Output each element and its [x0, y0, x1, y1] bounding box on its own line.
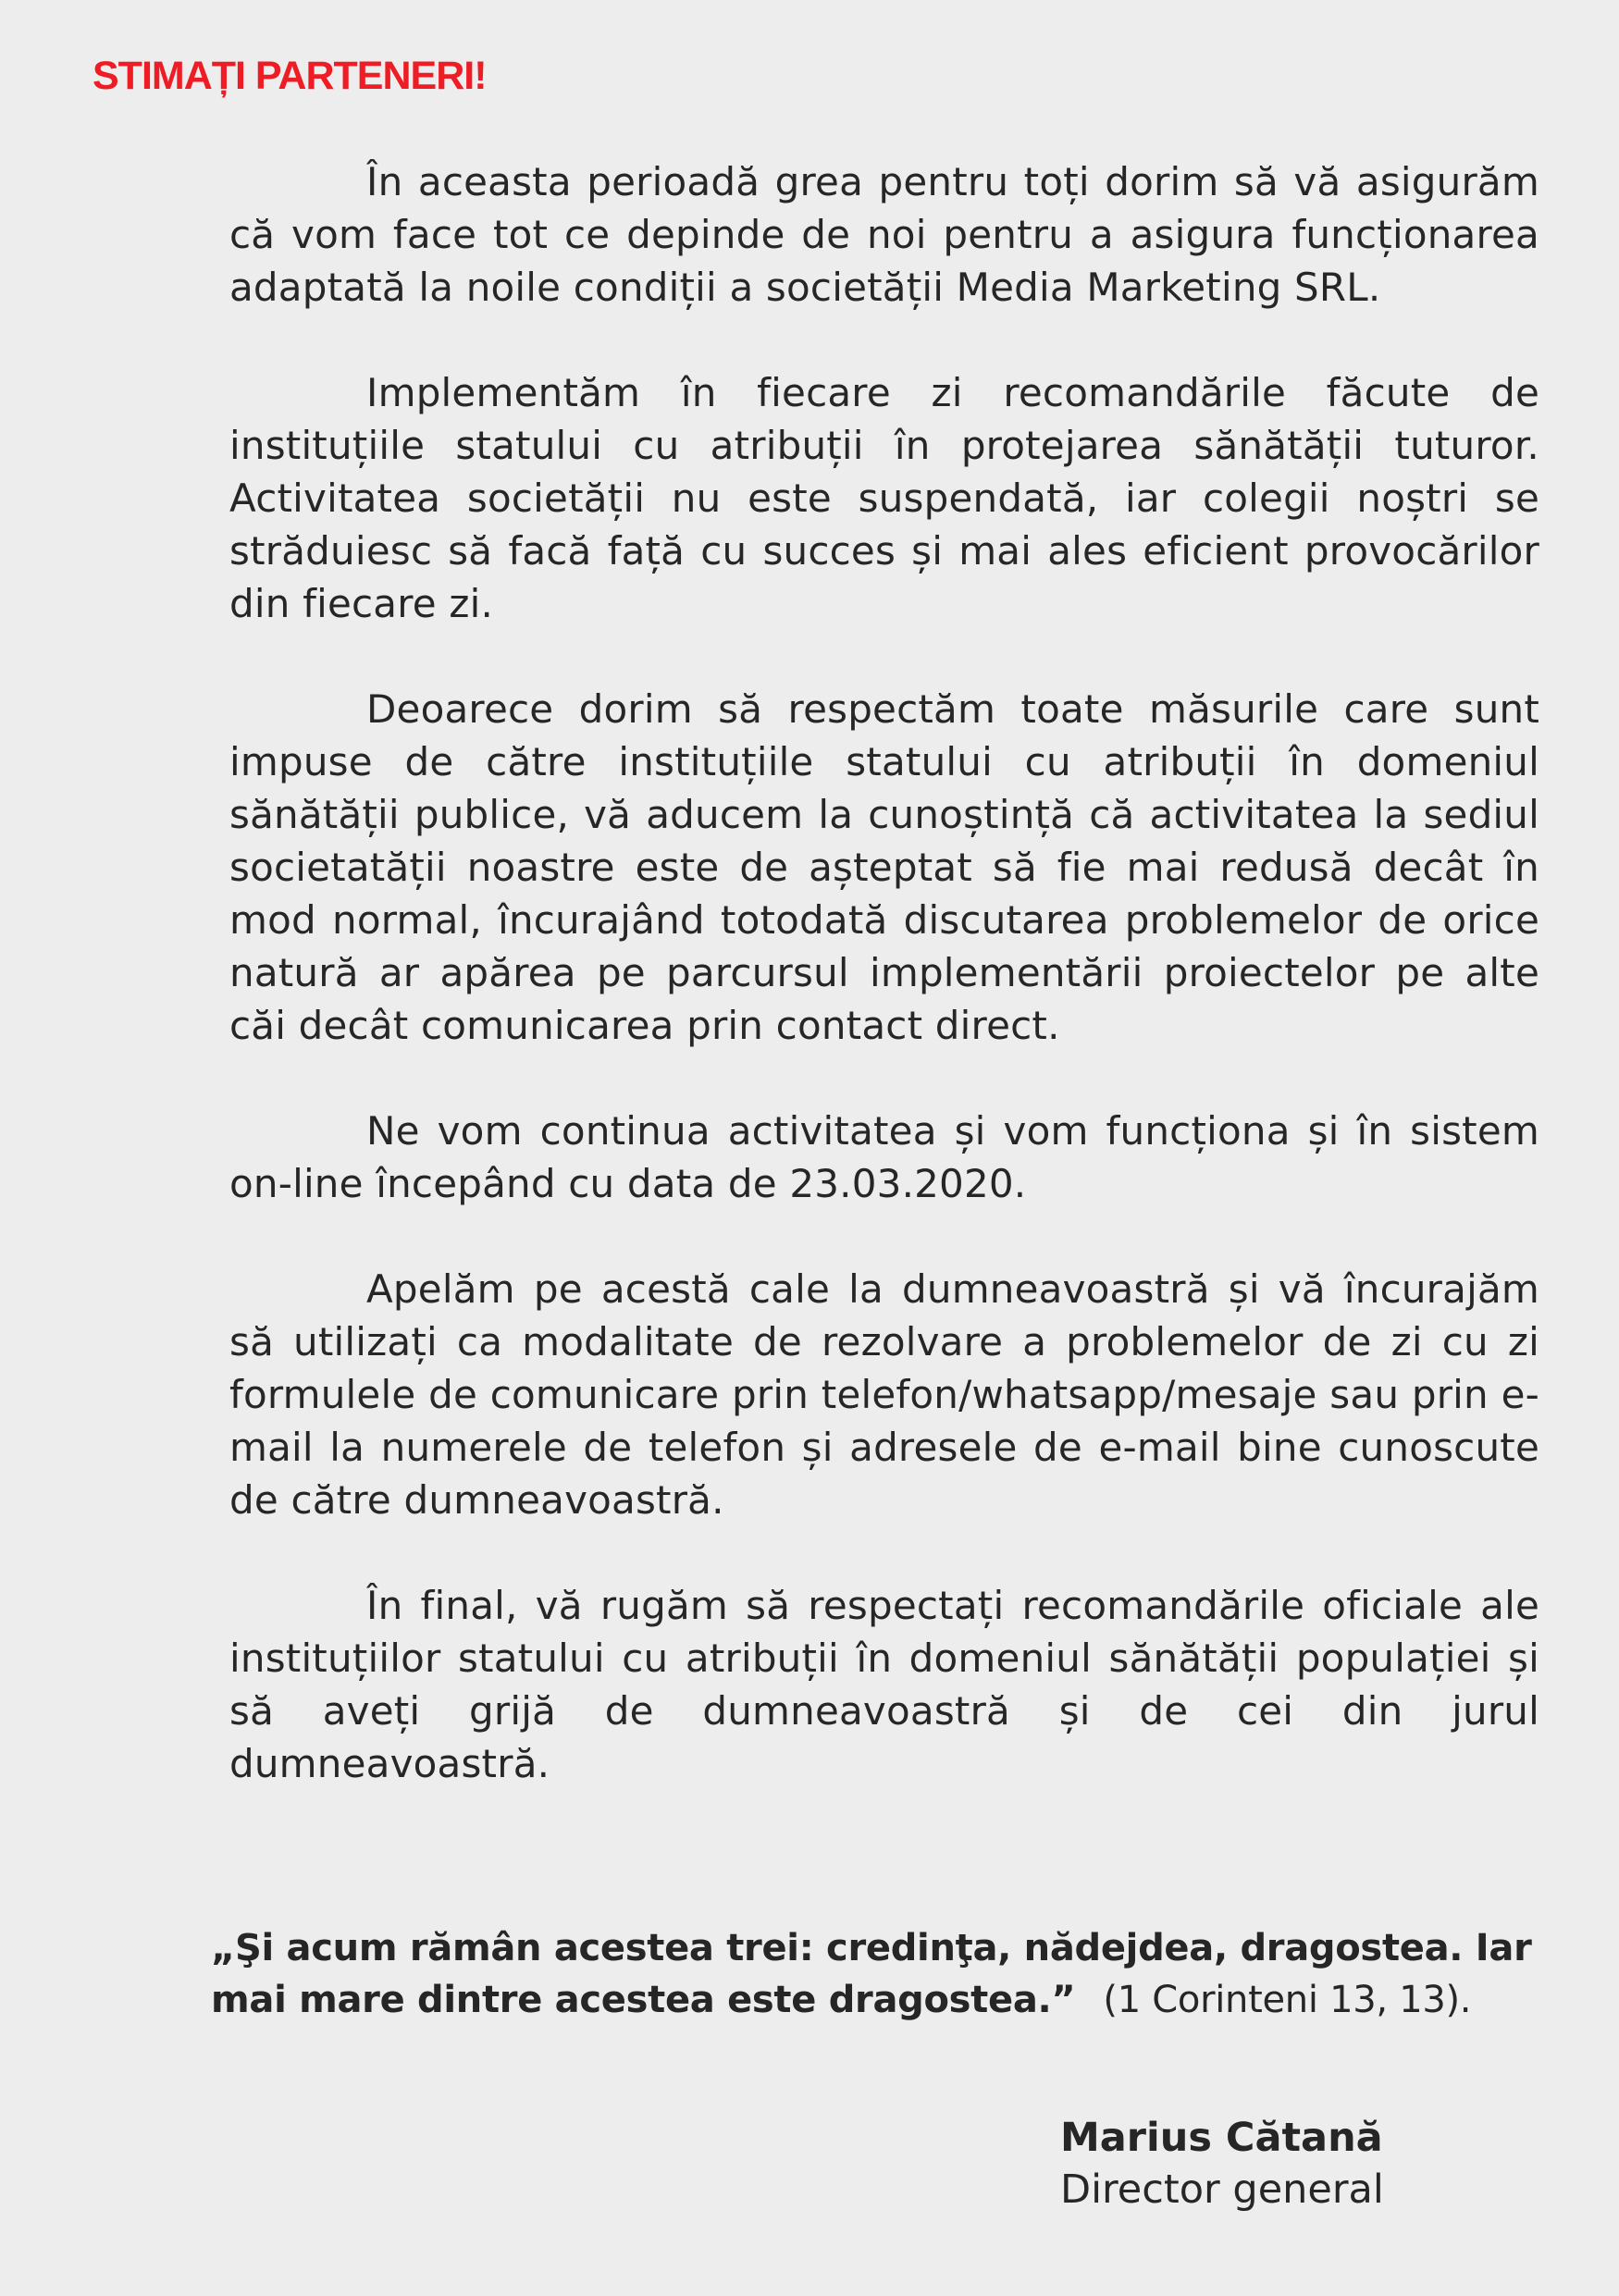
paragraph: Deoarece dorim să respectăm toate măsurile care sunt impuse de către instituțiile statului cu atribuții în domeniul sănătății publice, vă aducem la cunoștință că activitatea la sediul societatății noastre este de așteptat să fie mai redusă decât în mod normal, încurajând totodată discutarea problemelor de orice natură ar apărea pe parcursul implementării proiectelor pe alte căi decât comunicarea prin contact direct. — [229, 686, 1539, 1048]
quote-text: „Şi acum rămân acestea trei: credinţa, nădejdea, dragostea. Iar mai mare dintre acestea este dragostea.” — [211, 1927, 1532, 2021]
paragraph: În aceasta perioadă grea pentru toți dorim să vă asigurăm că vom face tot ce depinde de noi pentru a asigura funcționarea adaptată la noile condiții a societății Media Marketing SRL. — [229, 159, 1539, 310]
paragraph: Implementăm în fiecare zi recomandările făcute de instituțiile statului cu atribuții în protejarea sănătății tuturor. Activitatea societății nu este suspendată, iar colegii noștri se străduiesc să facă față cu succes și mai ales eficient provocărilor din fiecare zi. — [229, 370, 1539, 626]
signature-block — [1060, 2112, 1384, 2216]
signature-title: Director general — [1060, 2166, 1384, 2213]
paragraph: Apelăm pe acestă cale la dumneavoastră și vă încurajăm să utilizați ca modalitate de rezolvare a problemelor de zi cu zi formulele de comunicare prin telefon/whatsapp/mesaje sau prin e-mail la numerele de telefon și adresele de e-mail bine cunoscute de către dumneavoastră. — [229, 1266, 1539, 1523]
letter-body — [229, 155, 1539, 1843]
signature-name: Marius Cătană — [1060, 2115, 1383, 2161]
paragraph: Ne vom continua activitatea și vom funcționa și în sistem on-line începând cu data de 23.03.2020. — [229, 1108, 1539, 1206]
paragraph: În final, vă rugăm să respectați recomandările oficiale ale instituțiilor statului cu atribuții în domeniul sănătății populației și să aveți grijă de dumneavoastră și de cei din jurul dumneavoastră. — [229, 1583, 1539, 1786]
letter-heading: STIMAȚI PARTENERI! — [93, 54, 487, 98]
bible-quote — [211, 1922, 1543, 2026]
quote-reference: (1 Corinteni 13, 13). — [1103, 1979, 1472, 2021]
